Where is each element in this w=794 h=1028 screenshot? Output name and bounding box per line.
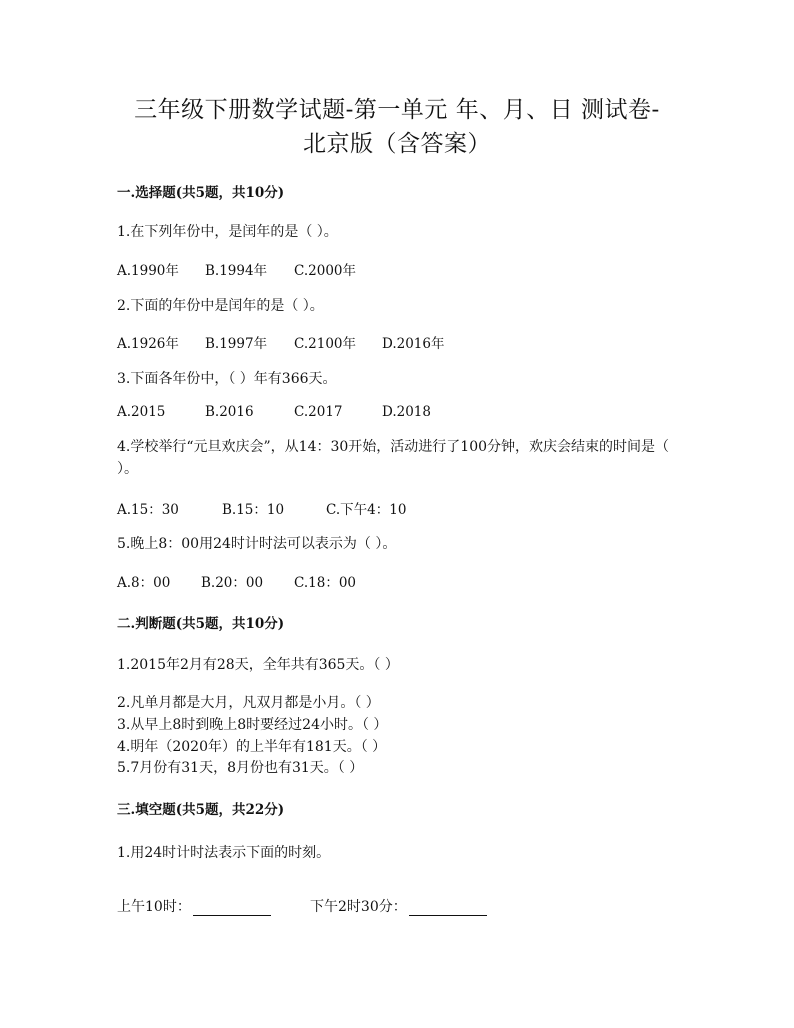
option-b: B.15：10 [222,502,285,518]
fill-label-2: 下午2时30分： [310,899,407,915]
option-b: B.1994年 [205,263,268,279]
option-c: C.下午4：10 [326,502,407,518]
option-b: B.2016 [205,404,254,420]
option-d: D.2016年 [382,336,445,352]
option-c: C.2100年 [294,336,356,352]
question-5: 5.晚上8：00用24时计时法可以表示为（ ）。 [117,536,397,552]
judgement-item-3: 3.从早上8时到晚上8时要经过24小时。（ ） [117,717,388,733]
question-4: 4.学校举行“元旦欢庆会”，从14：30开始，活动进行了100分钟，欢庆会结束的时间是（ ）。 [117,439,670,477]
fill-question-1: 1.用24时计时法表示下面的时刻。 [117,845,331,861]
judgement-item-4: 4.明年（2020年）的上半年有181天。（ ） [117,739,387,755]
option-b: B.20：00 [201,575,264,591]
option-a: A.1990年 [117,263,179,279]
question-2: 2.下面的年份中是闰年的是（ ）。 [117,298,324,314]
option-d: D.2018 [382,404,431,420]
judgement-item-1: 1.2015年2月有28天，全年共有365天。（ ） [117,657,399,673]
fill-label-1: 上午10时： [117,899,191,915]
option-c: C.2017 [294,404,343,420]
section-heading-judgement: 二.判断题(共5题，共10分) [117,616,285,632]
judgement-item-5: 5.7月份有31天，8月份也有31天。（ ） [117,760,364,776]
option-b: B.1997年 [205,336,268,352]
fill-item-1 [117,896,271,916]
option-a: A.8：00 [117,575,171,591]
option-c: C.2000年 [294,263,356,279]
answer-blank-2[interactable] [409,900,487,916]
option-a: A.2015 [117,404,166,420]
judgement-item-2: 2.凡单月都是大月，凡双月都是小月。（ ） [117,695,380,711]
option-c: C.18：00 [294,575,356,591]
document-title-line2: 北京版（含答案） [303,131,491,157]
section-heading-fill-blank: 三.填空题(共5题，共22分) [117,802,285,818]
question-1: 1.在下列年份中，是闰年的是（ ）。 [117,224,338,240]
option-a: A.1926年 [117,336,179,352]
document-title-line1: 三年级下册数学试题-第一单元 年、月、日 测试卷- [134,97,660,123]
question-3: 3.下面各年份中，（ ）年有366天。 [117,371,337,387]
section-heading-choice: 一.选择题(共5题，共10分) [117,185,285,201]
answer-blank-1[interactable] [193,900,271,916]
fill-item-2 [310,896,487,916]
option-a: A.15：30 [117,502,179,518]
